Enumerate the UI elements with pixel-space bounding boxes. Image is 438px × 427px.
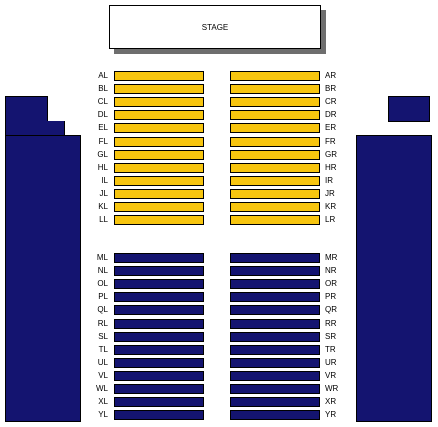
seat-row-pl[interactable] xyxy=(114,292,204,302)
seat-row-rr[interactable] xyxy=(230,319,320,329)
seat-row-dr[interactable] xyxy=(230,110,320,120)
seat-row-xl[interactable] xyxy=(114,397,204,407)
seat-row-br[interactable] xyxy=(230,84,320,94)
seat-row-kr[interactable] xyxy=(230,202,320,212)
row-label-right: AR xyxy=(325,71,337,80)
row-label-right: KR xyxy=(325,202,337,211)
row-label-left: ML xyxy=(96,253,108,262)
seat-row-al[interactable] xyxy=(114,71,204,81)
row-label-right: VR xyxy=(325,371,337,380)
row-label-right: JR xyxy=(325,189,335,198)
row-label-right: DR xyxy=(325,110,337,119)
row-label-left: WL xyxy=(96,384,108,393)
row-label-right: LR xyxy=(325,215,336,224)
seat-row-rl[interactable] xyxy=(114,319,204,329)
row-label-right: TR xyxy=(325,345,336,354)
row-label-right: NR xyxy=(325,266,337,275)
seat-row-kl[interactable] xyxy=(114,202,204,212)
row-label-left: XL xyxy=(98,397,108,406)
seat-row-yr[interactable] xyxy=(230,410,320,420)
row-label-left: IL xyxy=(101,176,108,185)
seat-row-xr[interactable] xyxy=(230,397,320,407)
seat-row-vr[interactable] xyxy=(230,371,320,381)
seat-row-lr[interactable] xyxy=(230,215,320,225)
row-label-right: QR xyxy=(325,305,337,314)
row-label-right: YR xyxy=(325,410,337,419)
row-label-right: RR xyxy=(325,319,337,328)
row-label-right: CR xyxy=(325,97,337,106)
seat-row-or[interactable] xyxy=(230,279,320,289)
row-label-left: PL xyxy=(98,292,108,301)
seat-row-wl[interactable] xyxy=(114,384,204,394)
row-label-left: UL xyxy=(97,358,108,367)
row-label-right: MR xyxy=(325,253,338,262)
seat-row-ar[interactable] xyxy=(230,71,320,81)
seat-row-qr[interactable] xyxy=(230,305,320,315)
row-label-left: GL xyxy=(97,150,108,159)
row-label-right: SR xyxy=(325,332,337,341)
row-label-right: HR xyxy=(325,163,337,172)
row-label-left: SL xyxy=(98,332,108,341)
row-label-left: YL xyxy=(98,410,108,419)
seat-row-dl[interactable] xyxy=(114,110,204,120)
seat-row-hl[interactable] xyxy=(114,163,204,173)
row-label-right: UR xyxy=(325,358,337,367)
row-label-left: HL xyxy=(97,163,108,172)
seat-row-ll[interactable] xyxy=(114,215,204,225)
seat-row-vl[interactable] xyxy=(114,371,204,381)
seat-row-sl[interactable] xyxy=(114,332,204,342)
row-label-left: QL xyxy=(97,305,108,314)
stage xyxy=(109,5,321,49)
left-side-block-upper[interactable] xyxy=(5,96,48,124)
seat-row-gl[interactable] xyxy=(114,150,204,160)
seat-row-ur[interactable] xyxy=(230,358,320,368)
seat-row-cl[interactable] xyxy=(114,97,204,107)
row-label-right: IR xyxy=(325,176,333,185)
seat-row-tr[interactable] xyxy=(230,345,320,355)
seat-row-el[interactable] xyxy=(114,123,204,133)
row-label-right: ER xyxy=(325,123,337,132)
row-label-left: TL xyxy=(98,345,108,354)
row-label-left: BL xyxy=(98,84,108,93)
stage-label: STAGE xyxy=(201,22,229,32)
left-side-block-main[interactable] xyxy=(5,135,81,422)
row-label-left: AL xyxy=(98,71,108,80)
row-label-left: DL xyxy=(97,110,108,119)
row-label-right: FR xyxy=(325,137,336,146)
row-label-left: CL xyxy=(97,97,108,106)
row-label-left: VL xyxy=(98,371,108,380)
seat-row-gr[interactable] xyxy=(230,150,320,160)
row-label-left: RL xyxy=(97,319,108,328)
right-side-block-small[interactable] xyxy=(388,96,430,122)
row-label-right: GR xyxy=(325,150,337,159)
seat-row-er[interactable] xyxy=(230,123,320,133)
seat-row-yl[interactable] xyxy=(114,410,204,420)
seat-row-jr[interactable] xyxy=(230,189,320,199)
row-label-left: LL xyxy=(99,215,108,224)
seat-row-jl[interactable] xyxy=(114,189,204,199)
row-label-right: OR xyxy=(325,279,337,288)
row-label-right: PR xyxy=(325,292,337,301)
seat-row-bl[interactable] xyxy=(114,84,204,94)
row-label-left: OL xyxy=(97,279,108,288)
seat-row-mr[interactable] xyxy=(230,253,320,263)
seat-row-ul[interactable] xyxy=(114,358,204,368)
row-label-left: EL xyxy=(98,123,108,132)
row-label-left: KL xyxy=(98,202,108,211)
row-label-right: WR xyxy=(325,384,339,393)
seat-row-ol[interactable] xyxy=(114,279,204,289)
seat-row-il[interactable] xyxy=(114,176,204,186)
seat-row-sr[interactable] xyxy=(230,332,320,342)
seat-row-fl[interactable] xyxy=(114,137,204,147)
seat-row-ql[interactable] xyxy=(114,305,204,315)
row-label-left: FL xyxy=(98,137,108,146)
seat-row-nr[interactable] xyxy=(230,266,320,276)
row-label-right: XR xyxy=(325,397,337,406)
right-side-block-main[interactable] xyxy=(356,135,432,422)
seat-row-tl[interactable] xyxy=(114,345,204,355)
seat-row-fr[interactable] xyxy=(230,137,320,147)
seat-row-cr[interactable] xyxy=(230,97,320,107)
row-label-left: NL xyxy=(97,266,108,275)
seat-row-hr[interactable] xyxy=(230,163,320,173)
seat-row-ir[interactable] xyxy=(230,176,320,186)
seat-row-pr[interactable] xyxy=(230,292,320,302)
seat-row-ml[interactable] xyxy=(114,253,204,263)
seat-row-nl[interactable] xyxy=(114,266,204,276)
row-label-left: JL xyxy=(99,189,108,198)
row-label-right: BR xyxy=(325,84,337,93)
seat-row-wr[interactable] xyxy=(230,384,320,394)
